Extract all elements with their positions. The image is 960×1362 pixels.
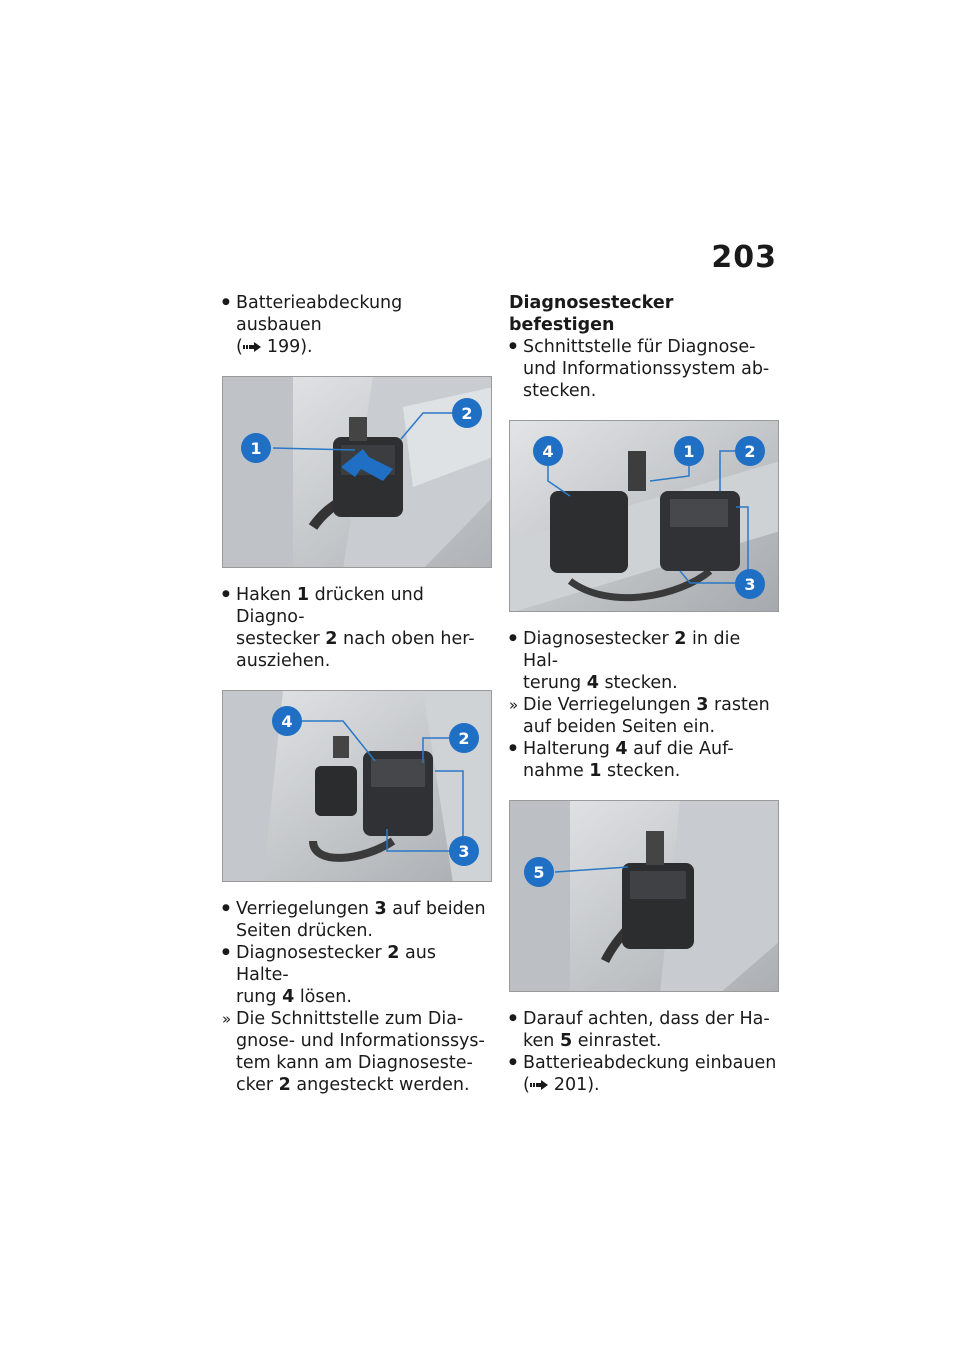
- bullet-icon: [222, 584, 230, 607]
- step-release-connector: ● Diagnosestecker 2 aus Halte- rung 4 lösen.: [222, 942, 492, 1008]
- callout-4: 4: [542, 442, 554, 461]
- figure-hook-engaged: [509, 800, 779, 992]
- callout-4: 4: [281, 712, 293, 731]
- bullet-icon: [509, 1052, 517, 1075]
- step-remove-battery-cover: ● Batterieabdeckung ausbauen ( 199).: [222, 292, 492, 358]
- right-column: [509, 292, 779, 1096]
- figure-connector-locks: [222, 690, 492, 882]
- callout-1: 1: [250, 439, 262, 458]
- step-press-locks: ● Verriegelungen 3 auf beiden Seiten drücken.: [222, 898, 492, 942]
- section-heading: Diagnosestecker befestigen: [509, 293, 674, 335]
- step-mount-holder: ● Halterung 4 auf die Auf- nahme 1 stecken.: [509, 738, 779, 782]
- bullet-icon: [509, 738, 517, 761]
- step-insert-connector: ● Diagnosestecker 2 in die Hal- terung 4 stecken.: [509, 628, 779, 694]
- step-install-battery-cover: ● Batterieabdeckung einbauen ( 201).: [509, 1052, 779, 1096]
- callout-2: 2: [744, 442, 756, 461]
- result-interface-connectable: » Die Schnittstelle zum Dia- gnose- und Informationssys- tem kann am Diagnoseste- cker 2 angesteckt werden.: [222, 1008, 492, 1096]
- bullet-icon: [222, 898, 230, 921]
- callout-2: 2: [461, 404, 473, 423]
- bullet-icon: [509, 628, 517, 651]
- left-column: [222, 292, 492, 1096]
- step-disconnect-interface: ● Schnittstelle für Diagnose- und Informationssystem ab- stecken.: [509, 336, 779, 402]
- page-reference[interactable]: ( 201).: [523, 1075, 600, 1095]
- bullet-icon: [222, 292, 230, 315]
- bullet-icon: [509, 1008, 517, 1031]
- result-locks-engage: » Die Verriegelungen 3 rasten auf beiden Seiten ein.: [509, 694, 779, 738]
- step-press-hook: ● Haken 1 drücken und Diagno- sestecker 2 nach oben her- ausziehen.: [222, 584, 492, 672]
- result-arrow-icon: [509, 694, 518, 718]
- page-reference[interactable]: ( 199).: [236, 337, 313, 357]
- callout-3: 3: [744, 575, 756, 594]
- page-reference-arrow-icon: [243, 342, 261, 352]
- bullet-icon: [509, 336, 517, 359]
- page-number: 203: [711, 240, 777, 275]
- callout-5: 5: [533, 863, 545, 882]
- bullet-icon: [222, 942, 230, 965]
- figure-hook-release: [222, 376, 492, 568]
- callout-3: 3: [458, 842, 470, 861]
- callout-1: 1: [683, 442, 695, 461]
- step-check-hook: ● Darauf achten, dass der Ha- ken 5 einrastet.: [509, 1008, 779, 1052]
- figure-connector-holder: [509, 420, 779, 612]
- callout-2: 2: [458, 729, 470, 748]
- page-reference-arrow-icon: [530, 1080, 548, 1090]
- result-arrow-icon: [222, 1008, 231, 1032]
